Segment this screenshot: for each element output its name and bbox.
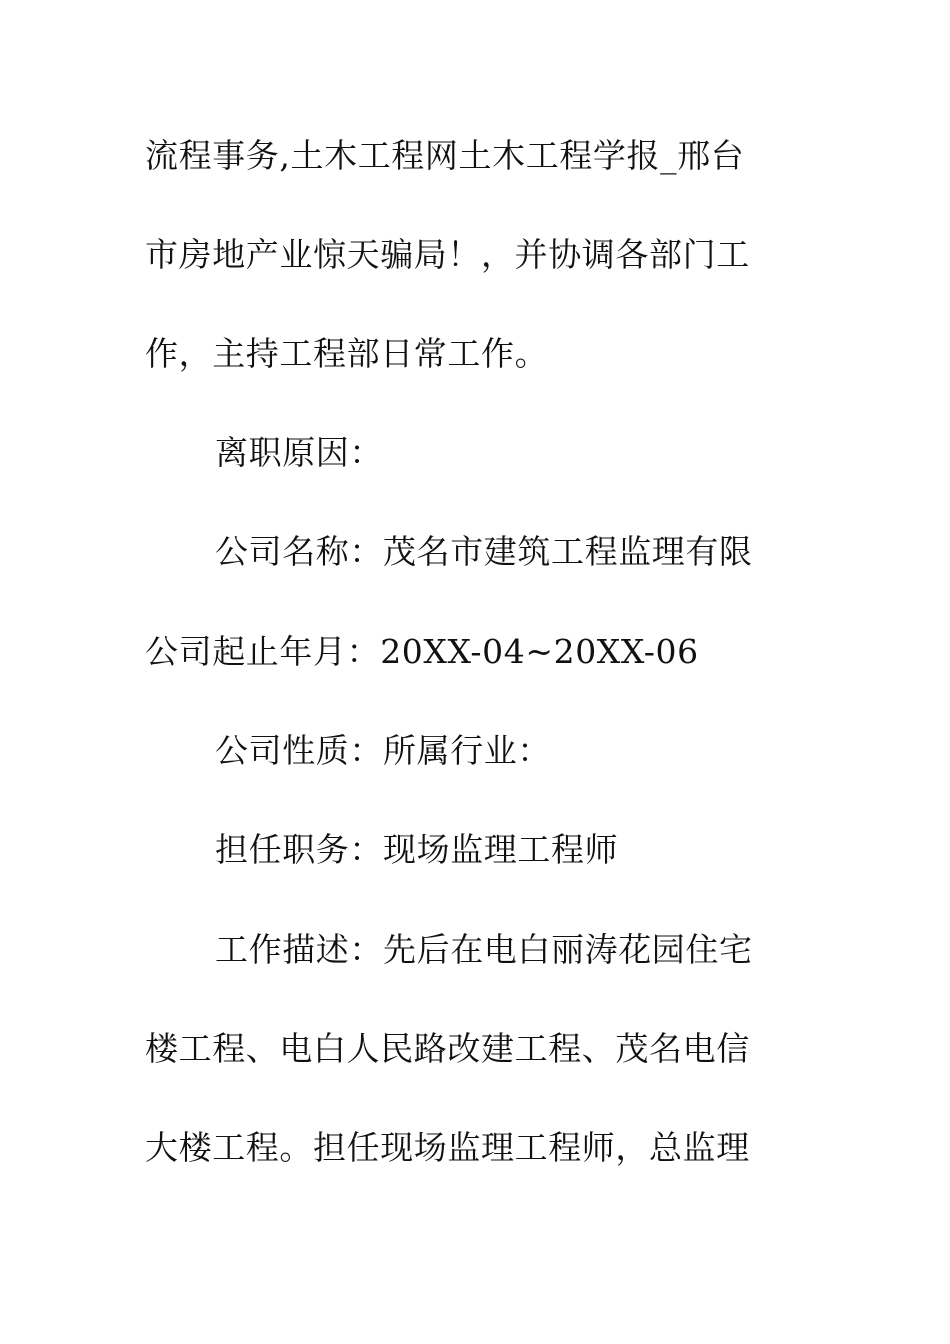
employment-period-line: 公司起止年月：20XX-04~20XX-06 [145,632,699,671]
paragraph-line: 作，主持工程部日常工作。 [145,334,549,373]
paragraph-line: 市房地产业惊天骗局！，并协调各部门工 [145,235,750,274]
leave-reason-line: 离职原因： [215,433,383,472]
paragraph-line: 流程事务,土木工程网土木工程学报_邢台 [145,136,745,175]
job-description-line: 工作描述：先后在电白丽涛花园住宅 [215,930,753,969]
company-name-line: 公司名称：茂名市建筑工程监理有限 [215,532,753,571]
position-line: 担任职务：现场监理工程师 [215,830,619,869]
company-nature-line: 公司性质：所属行业： [215,731,551,770]
paragraph-line: 大楼工程。担任现场监理工程师，总监理 [145,1128,750,1167]
paragraph-line: 楼工程、电白人民路改建工程、茂名电信 [145,1029,750,1068]
